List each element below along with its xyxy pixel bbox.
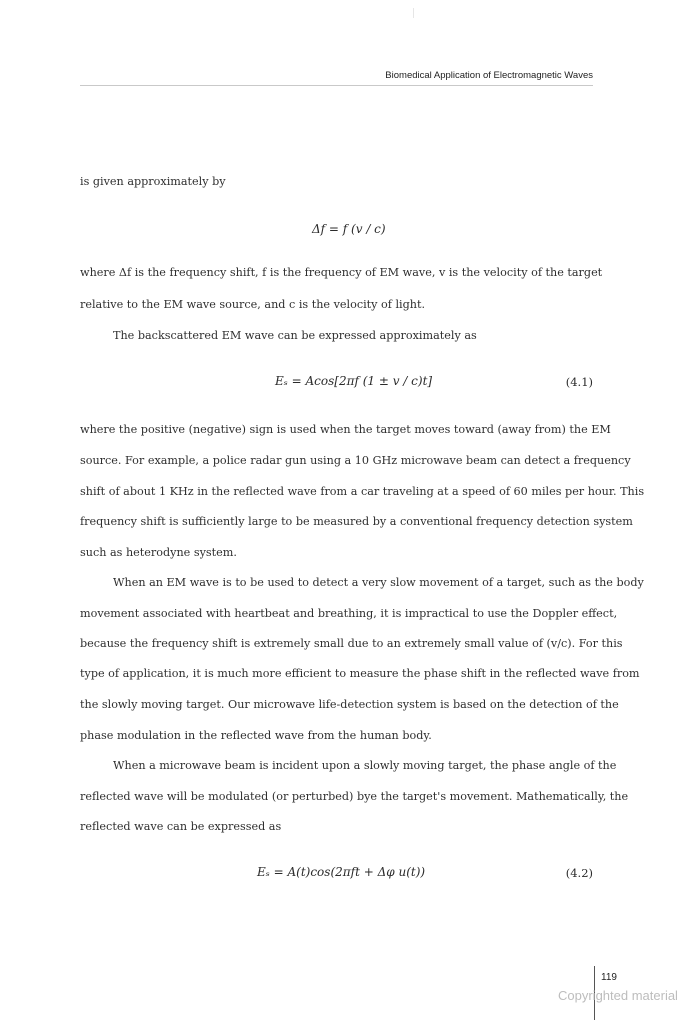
copyright-watermark: Copyrighted material <box>558 988 678 1003</box>
paragraph-3-line-4: frequency shift is sufficiently large to be measured by a conventional frequency detection system <box>80 515 633 528</box>
paragraph-5-line-1: When a microwave beam is incident upon a slowly moving target, the phase angle of the <box>113 759 617 772</box>
header-divider <box>80 85 593 86</box>
page-number: 119 <box>601 972 617 983</box>
paragraph-4-line-1: When an EM wave is to be used to detect a very slow movement of a target, such as the body <box>113 576 644 589</box>
paragraph-3-line-1: where the positive (negative) sign is used when the target moves toward (away from) the EM <box>80 423 611 436</box>
paragraph-1-line-1: where Δf is the frequency shift, f is the frequency of EM wave, v is the velocity of the target <box>80 266 603 279</box>
paragraph-4-line-3: because the frequency shift is extremely small due to an extremely small value of (v/c). For this <box>80 637 623 650</box>
equation-4-2: Eₛ = A(t)cos(2πft + Δφ u(t)) <box>257 865 426 879</box>
scan-mark <box>413 8 414 18</box>
equation-4-1-number: (4.1) <box>565 375 593 389</box>
running-header: Biomedical Application of Electromagnetic Waves <box>385 70 593 81</box>
paragraph-1-line-2: relative to the EM wave source, and c is the velocity of light. <box>80 298 426 311</box>
paragraph-3-line-3: shift of about 1 KHz in the reflected wave from a car traveling at a speed of 60 miles per hour. This <box>80 485 645 498</box>
doppler-equation: Δf = f (v / c) <box>312 222 386 236</box>
paragraph-4-line-5: the slowly moving target. Our microwave life-detection system is based on the detection of the <box>80 698 619 711</box>
paragraph-4-line-2: movement associated with heartbeat and breathing, it is impractical to use the Doppler effect, <box>80 607 618 620</box>
paragraph-4-line-6: phase modulation in the reflected wave from the human body. <box>80 729 432 742</box>
paragraph-3-line-2: source. For example, a police radar gun using a 10 GHz microwave beam can detect a frequency <box>80 454 631 467</box>
paragraph-5-line-3: reflected wave can be expressed as <box>80 820 282 833</box>
paragraph-2: The backscattered EM wave can be expressed approximately as <box>113 329 477 342</box>
equation-4-1: Eₛ = Acos[2πf (1 ± v / c)t] <box>275 374 433 388</box>
paragraph-4-line-4: type of application, it is much more efficient to measure the phase shift in the reflected wave from <box>80 667 640 680</box>
paragraph-5-line-2: reflected wave will be modulated (or perturbed) bye the target's movement. Mathematically, the <box>80 790 629 803</box>
paragraph-3-line-5: such as heterodyne system. <box>80 546 237 559</box>
equation-4-2-number: (4.2) <box>565 866 593 880</box>
intro-line: is given approximately by <box>80 175 226 188</box>
